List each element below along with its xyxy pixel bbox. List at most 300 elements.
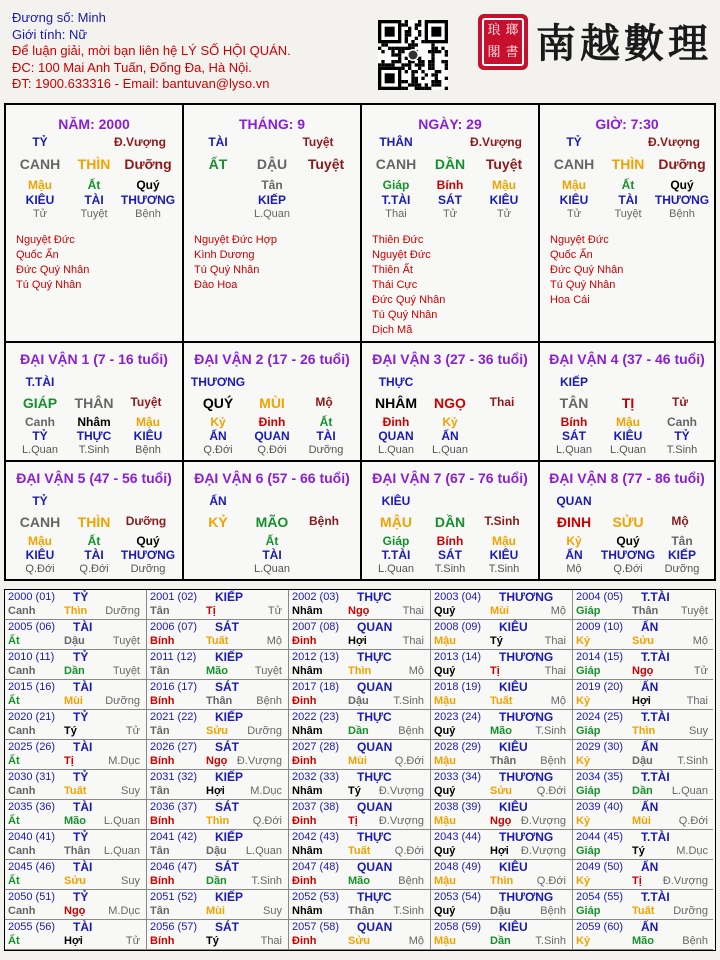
pillar-st-text: Tử: [566, 208, 582, 220]
year-label: 2054 (55): [576, 891, 624, 903]
year-label: 2003 (04): [434, 591, 482, 603]
year-cell: [5, 740, 147, 770]
dai-van-ten-god: T.TÀI: [381, 548, 411, 562]
year-stem: Bính: [150, 755, 175, 767]
year-detail-row: [576, 725, 712, 739]
year-branch: Tuất: [348, 845, 371, 857]
year-ten-god: T.TÀI: [641, 650, 670, 664]
year-stage: Mộ: [408, 665, 424, 677]
year-stage: M.Dục: [676, 845, 708, 857]
year-detail-row: [576, 785, 712, 799]
year-stem: Ất: [8, 935, 20, 947]
year-stem: Mậu: [434, 695, 456, 707]
year-label: 2020 (21): [8, 711, 56, 723]
pillar-hid-text: Quý: [136, 178, 160, 192]
pillar-tops-text: TỶ: [566, 135, 582, 149]
year-stem: Quý: [434, 905, 456, 917]
pillar-tops-text: TÀI: [208, 135, 228, 149]
dai-van-mid: MẬU: [380, 514, 412, 530]
contact-line-2: ĐC: 100 Mai Anh Tuấn, Đống Đa, Hà Nội.: [12, 59, 252, 75]
year-detail-row: [576, 665, 712, 679]
year-cell: [5, 830, 147, 860]
year-stem: Đinh: [292, 875, 317, 887]
year-label: 2023 (24): [434, 711, 482, 723]
year-detail-row: [434, 875, 570, 889]
pillar-row-gods: [184, 193, 360, 209]
year-cell: [289, 800, 431, 830]
year-ten-god: TỶ: [73, 890, 89, 904]
star-item: Hoa Cái: [550, 294, 590, 306]
year-cell: [5, 620, 147, 650]
year-detail-row: [8, 785, 144, 799]
dai-van-ten-god: TÀI: [84, 548, 104, 562]
dai-van-mid: Mộ: [315, 395, 333, 409]
pillar-mids-text: Dưỡng: [124, 156, 172, 172]
year-stage: Suy: [121, 875, 140, 887]
year-stem: Ất: [8, 635, 20, 647]
year-detail-row: [292, 815, 428, 829]
star-item: Tú Quý Nhân: [372, 309, 438, 321]
year-ten-god: TÀI: [73, 860, 93, 874]
dai-van-stage: L.Quan: [609, 444, 647, 456]
year-stage: Dưỡng: [673, 905, 708, 917]
year-stem: Ất: [8, 815, 20, 827]
year-cell: [289, 920, 431, 950]
year-branch: Tý: [206, 935, 219, 947]
dai-van-ten-god: TỶ: [32, 429, 48, 443]
pillar-st-text: Tử: [442, 208, 458, 220]
pillar-hid-text: Quý: [670, 178, 694, 192]
dai-van-stage: T.Sinh: [488, 563, 520, 575]
year-label: 2055 (56): [8, 921, 56, 933]
year-stem: Canh: [8, 905, 36, 917]
year-stem: Kỷ: [576, 815, 591, 827]
year-label: 2028 (29): [434, 741, 482, 753]
year-stage: T.Sinh: [677, 755, 708, 767]
dai-van-mid: T.Sinh: [484, 514, 520, 528]
year-stem: Canh: [8, 845, 36, 857]
year-stage: M.Dục: [108, 905, 140, 917]
year-ten-god: QUAN: [357, 740, 393, 754]
year-label: 2035 (36): [8, 801, 56, 813]
dai-van-mid: MÙI: [259, 395, 285, 411]
year-ten-god: T.TÀI: [641, 590, 670, 604]
pillar-row-hid: [362, 178, 538, 194]
year-ten-god: KIÊU: [499, 920, 528, 934]
year-detail-row: [576, 935, 712, 949]
year-label: 2009 (10): [576, 621, 624, 633]
year-detail-row: [576, 635, 712, 649]
year-branch: Sửu: [64, 875, 87, 887]
year-branch: Ngọ: [348, 605, 370, 617]
dai-van-hidden: Ất: [87, 534, 101, 548]
year-label: 2050 (51): [8, 891, 56, 903]
year-cell: [573, 740, 713, 770]
pillar-gods-text: SÁT: [438, 193, 462, 207]
pillar-title: NĂM: 2000: [58, 116, 130, 132]
pillar-row-tops: [184, 135, 360, 151]
pillar-st-text: L.Quan: [253, 208, 291, 220]
year-branch: Thân: [632, 605, 659, 617]
year-detail-row: [150, 875, 286, 889]
pillar-mids-text: DẦN: [434, 156, 466, 172]
year-ten-god: TÀI: [73, 740, 93, 754]
year-ten-god: KIÊU: [499, 740, 528, 754]
year-ten-god: KIÊU: [499, 680, 528, 694]
year-cell: [431, 740, 573, 770]
year-label: 2016 (17): [150, 681, 198, 693]
year-stage: Tử: [693, 665, 708, 677]
year-label: 2010 (11): [8, 651, 55, 663]
pillar-stars-list: [194, 233, 277, 293]
year-detail-row: [576, 815, 712, 829]
year-stage: M.Dục: [250, 785, 282, 797]
year-stem: Canh: [8, 605, 36, 617]
year-stem: Đinh: [292, 815, 317, 827]
year-detail-row: [434, 905, 570, 919]
pillar-st-text: Tuyệt: [80, 208, 108, 220]
year-detail-row: [434, 815, 570, 829]
year-detail-row: [434, 665, 570, 679]
year-detail-row: [434, 605, 570, 619]
year-stage: Tuyệt: [112, 635, 140, 647]
year-branch: Ngọ: [632, 665, 654, 677]
qr-code-icon[interactable]: [378, 20, 448, 90]
year-branch: Hợi: [348, 635, 367, 647]
year-cell: [431, 770, 573, 800]
year-branch: Dậu: [64, 635, 85, 647]
year-stage: Mộ: [692, 635, 708, 647]
info-gender-row: [12, 27, 291, 44]
year-cell: [431, 710, 573, 740]
year-branch: Dậu: [206, 845, 227, 857]
year-stem: Nhâm: [292, 785, 323, 797]
year-ten-god: SÁT: [215, 920, 239, 934]
year-detail-row: [8, 905, 144, 919]
dai-van-cell: [362, 343, 540, 462]
dai-van-mid: Bệnh: [309, 514, 339, 528]
pillar-mids-text: ẤT: [208, 156, 228, 172]
year-cell: [431, 590, 573, 620]
year-stage: Thai: [402, 605, 424, 617]
year-cell: [5, 860, 147, 890]
year-label: 2047 (48): [292, 861, 340, 873]
year-branch: Mùi: [206, 905, 225, 917]
dai-van-hidden: Mậu: [616, 415, 640, 429]
year-branch: Tị: [64, 755, 74, 767]
year-ten-god: T.TÀI: [641, 890, 670, 904]
year-ten-god: ẤN: [641, 860, 659, 874]
dai-van-stage: T.Sinh: [434, 563, 466, 575]
year-label: 2030 (31): [8, 771, 56, 783]
year-cell: [431, 890, 573, 920]
year-label: 2024 (25): [576, 711, 624, 723]
year-stage: Đ.Vượng: [520, 845, 566, 857]
pillar-row-mids: [362, 156, 538, 172]
year-stage: Bệnh: [540, 755, 566, 767]
star-item: Tú Quý Nhân: [194, 264, 260, 276]
dai-van-ten-god: TỶ: [674, 429, 690, 443]
dai-van-ten-god: SÁT: [562, 429, 586, 443]
pillar-row-mids: [540, 156, 714, 172]
year-detail-row: [434, 725, 570, 739]
year-branch: Mùi: [64, 695, 83, 707]
year-detail-row: [292, 725, 428, 739]
year-stem: Quý: [434, 845, 456, 857]
year-stage: Mộ: [266, 635, 282, 647]
year-detail-row: [150, 905, 286, 919]
year-label: 2018 (19): [434, 681, 482, 693]
year-branch: Hợi: [206, 785, 225, 797]
year-label: 2029 (30): [576, 741, 624, 753]
year-label: 2002 (03): [292, 591, 340, 603]
year-detail-row: [150, 695, 286, 709]
year-cell: [5, 920, 147, 950]
dai-van-stems-row: [540, 395, 714, 411]
star-item: Quốc Ấn: [550, 249, 593, 261]
year-cell: [431, 920, 573, 950]
year-ten-god: KIẾP: [215, 590, 244, 604]
year-detail-row: [292, 935, 428, 949]
year-stage: Q.Đới: [394, 755, 424, 767]
dai-van-title: ĐẠI VẬN 1 (7 - 16 tuổi): [20, 351, 168, 367]
year-label: 2045 (46): [8, 861, 56, 873]
pillar-row-mids: [184, 156, 360, 172]
year-stage: Q.Đới: [394, 845, 424, 857]
star-item: Đức Quý Nhân: [550, 264, 624, 276]
year-stage: Q.Đới: [678, 815, 708, 827]
dai-van-ten-god: QUAN: [254, 429, 290, 443]
gender-label: Giới tính:: [12, 26, 66, 42]
year-stage: Tử: [125, 725, 140, 737]
year-detail-row: [150, 725, 286, 739]
year-detail-row: [8, 665, 144, 679]
year-branch: Tị: [206, 605, 216, 617]
year-stage: T.Sinh: [535, 935, 566, 947]
dai-van-god: KIÊU: [381, 494, 411, 508]
year-stage: Thai: [544, 665, 566, 677]
year-ten-god: SÁT: [215, 680, 239, 694]
year-detail-row: [434, 635, 570, 649]
year-ten-god: THỰC: [357, 770, 392, 784]
year-stem: Giáp: [576, 605, 601, 617]
info-name-row: [12, 10, 291, 27]
dai-van-mid: TỊ: [621, 395, 635, 411]
year-cell: [289, 680, 431, 710]
star-item: Đức Quý Nhân: [16, 264, 90, 276]
year-cell: [431, 860, 573, 890]
dai-van-god-row: [6, 375, 182, 391]
year-branch: Sửu: [206, 725, 229, 737]
pillar-tops-text: TỶ: [32, 135, 48, 149]
dai-van-gods-row: [540, 429, 714, 445]
dai-van-title: ĐẠI VẬN 3 (27 - 36 tuổi): [372, 351, 528, 367]
year-cell: [289, 830, 431, 860]
dai-van-title: ĐẠI VẬN 5 (47 - 56 tuổi): [16, 470, 172, 486]
year-stage: Q.Đới: [536, 875, 566, 887]
dai-van-stage-row: [184, 444, 360, 460]
dai-van-mid: MÃO: [255, 514, 289, 530]
pillar-row-gods: [540, 193, 714, 209]
chart-header: [0, 0, 720, 100]
dai-van-ten-god: ẤN: [209, 429, 227, 443]
year-detail-row: [8, 755, 144, 769]
dai-van-mid: GIÁP: [22, 395, 58, 411]
pillar-st-text: Tuyệt: [614, 208, 642, 220]
contact-line-3[interactable]: ĐT: 1900.633316 - Email: bantuvan@lyso.vn: [12, 76, 270, 91]
year-branch: Mùi: [632, 815, 651, 827]
pillar-hid-text: Ất: [87, 178, 101, 192]
year-stem: Mậu: [434, 935, 456, 947]
year-branch: Thìn: [490, 875, 514, 887]
year-detail-row: [576, 905, 712, 919]
year-stage: Đ.Vượng: [520, 815, 566, 827]
year-cell: [431, 680, 573, 710]
dai-van-ten-god: KIÊU: [25, 548, 55, 562]
dai-van-cell: [6, 343, 184, 462]
dai-van-god: THỰC: [378, 375, 414, 389]
year-detail-row: [434, 755, 570, 769]
year-label: 2056 (57): [150, 921, 198, 933]
year-branch: Mùi: [490, 605, 509, 617]
year-stage: L.Quan: [671, 785, 708, 797]
year-branch: Thìn: [64, 605, 88, 617]
dai-van-mid: NGỌ: [434, 395, 466, 411]
year-stage: Dưỡng: [247, 725, 282, 737]
pillar-tops-text: Đ.Vượng: [114, 135, 166, 149]
year-detail-row: [8, 845, 144, 859]
year-ten-god: TÀI: [73, 620, 93, 634]
year-label: 2032 (33): [292, 771, 340, 783]
dai-van-stems-row: [362, 395, 538, 411]
pillar-row-mids: [6, 156, 182, 172]
dai-van-title: ĐẠI VẬN 8 (77 - 86 tuổi): [549, 470, 705, 486]
year-label: 2004 (05): [576, 591, 624, 603]
year-label: 2013 (14): [434, 651, 482, 663]
year-ten-god: SÁT: [215, 740, 239, 754]
pillar-row-tops: [362, 135, 538, 151]
year-detail-row: [434, 695, 570, 709]
pillar-tops-text: Đ.Vượng: [648, 135, 700, 149]
year-detail-row: [150, 635, 286, 649]
year-branch: Mão: [206, 665, 228, 677]
year-branch: Dậu: [348, 695, 369, 707]
year-stem: Nhâm: [292, 725, 323, 737]
year-ten-god: QUAN: [357, 800, 393, 814]
year-cell: [5, 710, 147, 740]
dai-van-gods-row: [362, 548, 538, 564]
year-ten-god: THỰC: [357, 830, 392, 844]
year-label: 2015 (16): [8, 681, 56, 693]
dai-van-god-row: [6, 494, 182, 510]
year-branch: Hợi: [490, 845, 509, 857]
pillar-st-text: Bệnh: [669, 208, 695, 220]
dai-van-stage: Q.Đới: [613, 563, 643, 575]
dai-van-hidden: Mậu: [28, 534, 52, 548]
year-branch: Tị: [490, 665, 500, 677]
year-stem: Nhâm: [292, 845, 323, 857]
year-branch: Sửu: [632, 635, 655, 647]
year-ten-god: KIẾP: [215, 890, 244, 904]
year-label: 2041 (42): [150, 831, 198, 843]
year-branch: Dần: [348, 725, 369, 737]
year-ten-god: THỰC: [357, 650, 392, 664]
year-detail-row: [576, 845, 712, 859]
year-detail-row: [292, 785, 428, 799]
dai-van-stage: Mộ: [566, 563, 582, 575]
dai-van-stage: L.Quan: [377, 444, 415, 456]
year-branch: Thân: [490, 755, 517, 767]
year-stem: Mậu: [434, 875, 456, 887]
dai-van-gods-row: [6, 429, 182, 445]
dai-van-god-row: [540, 375, 714, 391]
year-label: 2038 (39): [434, 801, 482, 813]
year-cell: [573, 830, 713, 860]
brand-logo: 南越數理: [536, 20, 712, 67]
year-detail-row: [292, 905, 428, 919]
year-cell: [431, 650, 573, 680]
year-stem: Kỷ: [576, 875, 591, 887]
subject-info: [12, 10, 291, 93]
year-stem: Đinh: [292, 755, 317, 767]
pillar-hid-text: Mậu: [562, 178, 586, 192]
year-branch: Thân: [64, 845, 91, 857]
year-detail-row: [8, 695, 144, 709]
star-item: Tú Quý Nhân: [16, 279, 82, 291]
star-item: Nguyệt Đức: [16, 234, 75, 246]
year-detail-row: [150, 755, 286, 769]
dai-van-mid: THÂN: [74, 395, 114, 411]
year-branch: Sửu: [490, 785, 513, 797]
year-stem: Bính: [150, 875, 175, 887]
dai-van-mid: ĐINH: [556, 514, 592, 530]
year-branch: Tuất: [632, 905, 655, 917]
pillar-hid-text: Tân: [261, 178, 283, 192]
year-label: 2027 (28): [292, 741, 340, 753]
pillar-mids-text: CANH: [375, 156, 417, 172]
year-stage: Thai: [260, 935, 282, 947]
year-stage: Bệnh: [540, 905, 566, 917]
dai-van-ten-god: SÁT: [438, 548, 462, 562]
dai-van-god-row: [184, 494, 360, 510]
year-ten-god: TÀI: [73, 800, 93, 814]
year-branch: Thân: [206, 695, 233, 707]
year-branch: Tuất: [490, 695, 513, 707]
dai-van-stage: Dưỡng: [130, 563, 166, 575]
year-label: 2007 (08): [292, 621, 340, 633]
pillar-row-tops: [540, 135, 714, 151]
year-detail-row: [292, 665, 428, 679]
year-detail-row: [8, 725, 144, 739]
year-branch: Ngọ: [490, 815, 512, 827]
year-label: 2043 (44): [434, 831, 482, 843]
dai-van-ten-god: QUAN: [378, 429, 414, 443]
year-cell: [5, 800, 147, 830]
year-stem: Tân: [150, 845, 170, 857]
year-stage: T.Sinh: [251, 875, 282, 887]
year-stage: Thai: [686, 695, 708, 707]
year-label: 2026 (27): [150, 741, 198, 753]
year-ten-god: THƯƠNG: [499, 590, 554, 604]
year-branch: Sửu: [348, 935, 371, 947]
dai-van-mid: Tuyệt: [130, 395, 162, 409]
dai-van-gods-row: [184, 429, 360, 445]
pillar-mids-text: THÌN: [77, 156, 111, 172]
year-stage: Đ.Vượng: [378, 815, 424, 827]
year-branch: Tuất: [64, 785, 87, 797]
year-cell: [431, 620, 573, 650]
year-stem: Kỷ: [576, 935, 591, 947]
